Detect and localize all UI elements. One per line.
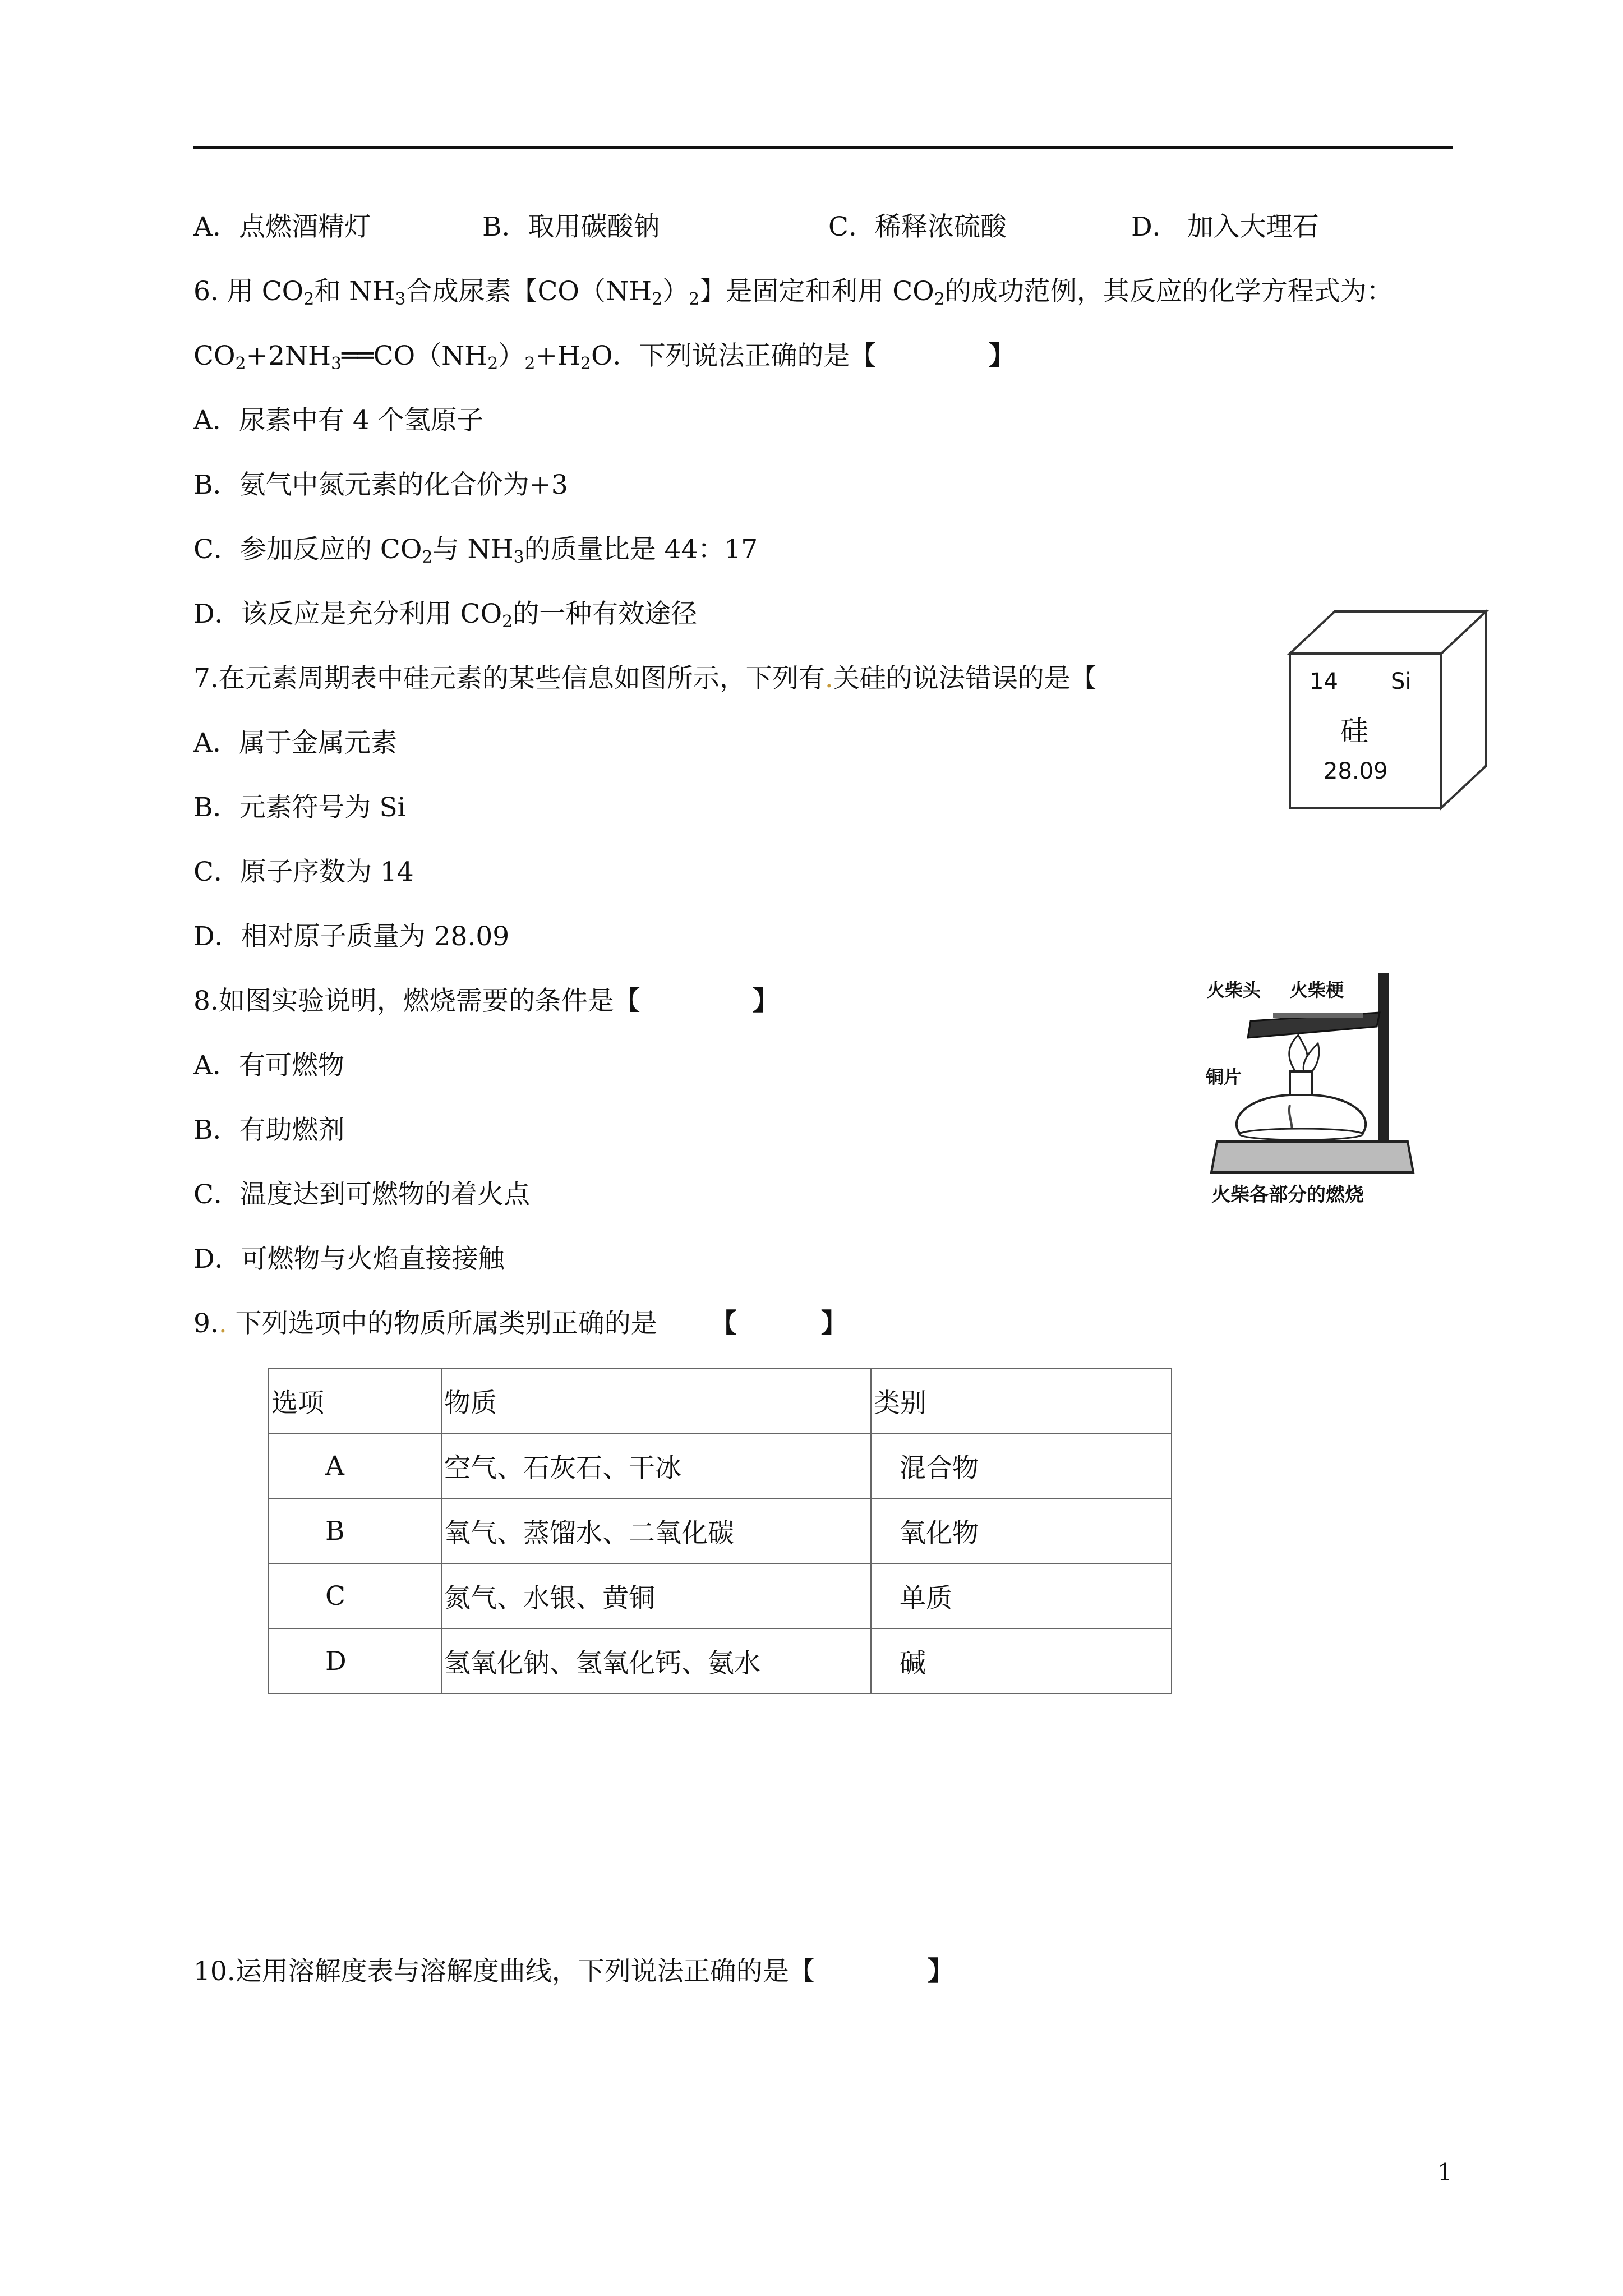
figure-caption: 火柴各部分的燃烧 (1211, 1184, 1364, 1206)
q5-option-c: C．稀释浓硫酸 (828, 211, 1007, 242)
q8-option-b: B．有助燃剂 (193, 1115, 345, 1145)
q5-option-b: B．取用碳酸钠 (482, 211, 660, 242)
silicon-element-card (1284, 606, 1495, 813)
element-cube-figure (1284, 606, 1495, 813)
row-c-category: 单质 (871, 1563, 1172, 1628)
table-row (269, 1628, 1172, 1694)
header-rule (193, 146, 1453, 149)
row-d-category: 碱 (871, 1628, 1172, 1694)
table-row (269, 1563, 1172, 1628)
q6-option-d: D．该反应是充分利用 $CO_2$的一种有效途径 (193, 599, 698, 632)
q10-stem: 10.运用溶解度表与溶解度曲线，下列说法正确的是【 】 (193, 1956, 954, 1987)
row-b-option: B (269, 1498, 441, 1563)
row-a-substance: 空气、石灰石、干冰 (441, 1433, 871, 1498)
label-match-head: 火柴头 (1207, 979, 1261, 1001)
label-match-stick: 火柴梗 (1290, 979, 1344, 1001)
row-b-substance: 氧气、蒸馏水、二氧化碳 (441, 1498, 871, 1563)
q7-option-b: B．元素符号为 Si (193, 792, 406, 823)
row-a-option: A (269, 1433, 441, 1498)
element-symbol: Si (1391, 669, 1412, 694)
q7-stem: 7.在元素周期表中硅元素的某些信息如图所示，下列有.关硅的说法错误的是【 (193, 663, 1097, 694)
match-burning-figure (1206, 970, 1419, 1212)
header-option: 选项 (269, 1368, 441, 1433)
row-d-substance: 氢氧化钠、氢氧化钙、氨水 (441, 1628, 871, 1694)
q6-equation-line: $CO_2+2NH_3══CO(NH_2)_2+H_2O$．下列说法正确的是【 】 (193, 341, 1015, 374)
table-row (269, 1433, 1172, 1498)
q7-option-a: A．属于金属元素 (193, 728, 397, 758)
page-number: 1 (1437, 2159, 1453, 2186)
header-substance: 物质 (441, 1368, 871, 1433)
q6-option-a: A．尿素中有 4 个氢原子 (193, 405, 483, 436)
alcohol-lamp-illustration (1206, 970, 1419, 1212)
q7-option-d: D．相对原子质量为 28.09 (193, 921, 510, 952)
row-b-category: 氧化物 (871, 1498, 1172, 1563)
row-a-category: 混合物 (871, 1433, 1172, 1498)
q8-option-a: A．有可燃物 (193, 1050, 344, 1081)
q8-option-c: C．温度达到可燃物的着火点 (193, 1179, 530, 1210)
atomic-mass: 28.09 (1324, 758, 1388, 784)
q6-stem-line1: 6. 用 $CO_2$和 $NH_3$合成尿素【$CO(NH_2)_2$】是固定和利用 $CO_2$的成功范例，其反应的化学方程式为： (193, 276, 1393, 309)
table-header-row (269, 1368, 1172, 1433)
q5-option-a: A．点燃酒精灯 (193, 211, 371, 242)
atomic-number: 14 (1310, 669, 1338, 694)
q7-option-c: C．原子序数为 14 (193, 857, 414, 887)
row-d-option: D (269, 1628, 441, 1694)
q8-option-d: D．可燃物与火焰直接接触 (193, 1244, 505, 1274)
q6-option-c: C．参加反应的 $CO_2$与 $NH_3$的质量比是 44：17 (193, 534, 758, 567)
q5-option-d: D． 加入大理石 (1131, 211, 1319, 242)
table-row (269, 1498, 1172, 1563)
label-copper-plate: 铜片 (1206, 1066, 1242, 1088)
q6-option-b: B．氨气中氮元素的化合价为+3 (193, 470, 568, 500)
row-c-substance: 氮气、水银、黄铜 (441, 1563, 871, 1628)
q8-stem: 8.如图实验说明，燃烧需要的条件是【 】 (193, 986, 779, 1016)
header-category: 类别 (871, 1368, 1172, 1433)
row-c-option: C (269, 1563, 441, 1628)
q9-stem: 9.. 下列选项中的物质所属类别正确的是 【 】 (193, 1308, 847, 1339)
element-name: 硅 (1340, 715, 1368, 747)
q9-options-table (268, 1368, 1172, 1694)
